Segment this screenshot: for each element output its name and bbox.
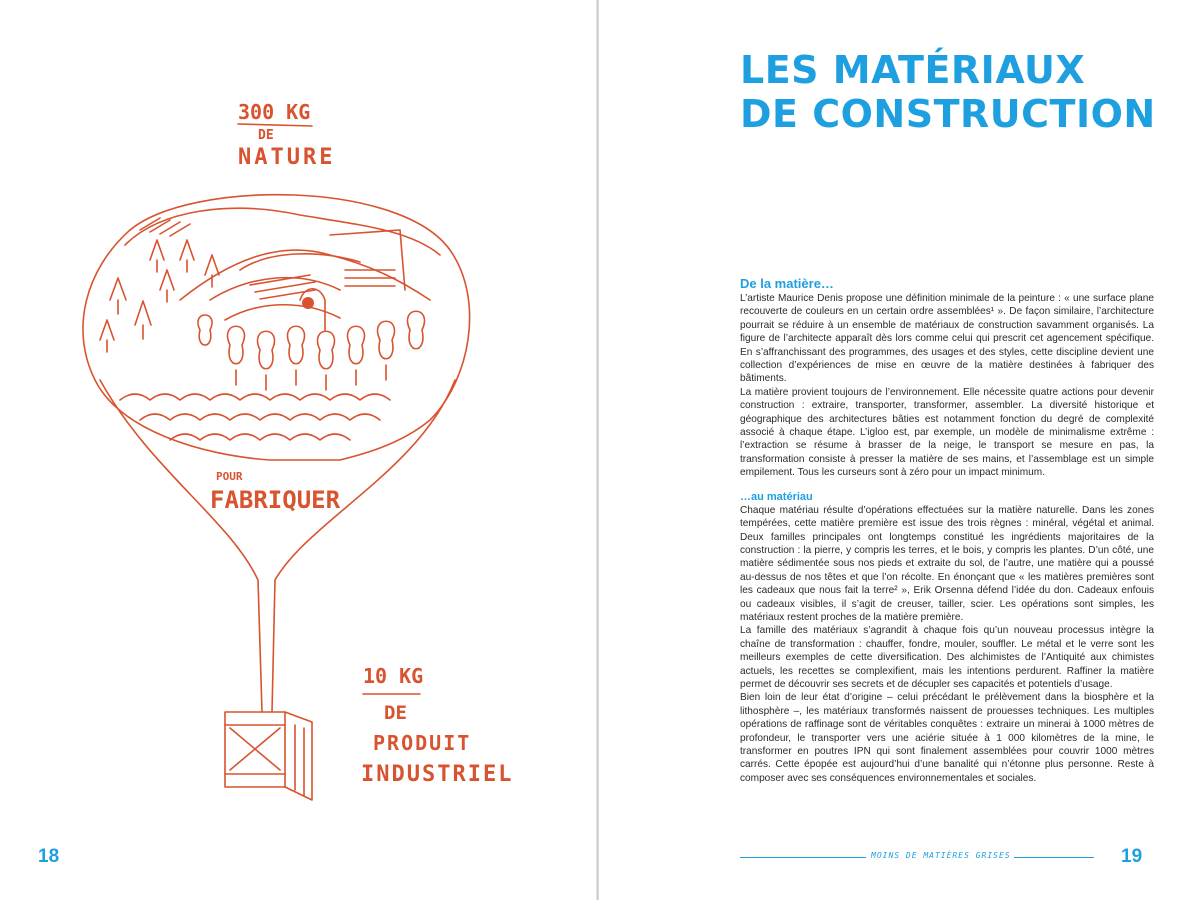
paragraph: La matière provient toujours de l’environnement. Elle nécessite quatre actions pour devenir construction : extraire, transporter, transformer, assembler. La diversité historique et géographique des architectures bâties est notamment fonction du degré de complexité associé à chaque étape. L’igloo est, par exemple, un modèle de minimalisme extrême : l’extraction se résume à brasser de la neige, le transport se mesure en pas, la transformation consiste à presser la matière de ses mains, et l’assemblage est un simple empilement. Tous les curseurs sont à zéro pour un impact minimum. — [740, 386, 1154, 479]
chapter-title-line1: LES MATÉRIAUX — [740, 48, 1086, 92]
label-nature: NATURE — [238, 145, 336, 170]
footer-rule-right — [1014, 857, 1094, 858]
paragraph: Bien loin de leur état d’origine – celui précédant le prélèvement dans la biosphère et la lithosphère –, les matériaux transformés naissent de prouesses techniques. Les multiples opérations de raffinage sont de véritables conquêtes : extraire un minerai à 1000 mètres de profondeur, le transporter vers une aciérie située à 1 000 kilomètres de la mine, le transformer en poutres IPN qui sont finalement assemblées pour couvrir 1000 mètres carrés. Cette épopée est aujourd’hui d’une banalité qui n’étonne plus personne. Reste à composer avec ses conséquences environnementales et sociales. — [740, 692, 1154, 784]
footer-rule-left — [740, 857, 866, 858]
footer-book-title: MOINS DE MATIÈRES GRISES — [871, 851, 1011, 860]
right-page — [599, 0, 1182, 900]
chapter-title — [740, 48, 1170, 136]
section-heading-materiau: …au matériau — [740, 490, 813, 503]
paragraph: Chaque matériau résulte d’opérations effectuées sur la matière naturelle. Dans les zones tempérées, cette matière première est issue des trois règnes : minéral, végétal et animal. Deux familles principales ont longtemps constitué les ingrédients majoritaires de la construction : la pierre, y compris les terres, et le bois, y compris les plantes. D’un côté, une matière sédimentée sous nos pieds et extraite du sol, de l’autre, une matière qui a poussé au-dessus de nos têtes et que l’on récolte. En énonçant que « les matières premières sont les cadeaux que nous fait la terre² », Erik Orsenna défend l’idée du don. Cadeaux enfouis ou cadeaux visibles, il s’agit de creuser, tailler, scier. Les opérations sont simples, les matériaux restent proches de la matière première. — [740, 504, 1154, 623]
page-number-right: 19 — [1121, 846, 1143, 867]
paragraph: La famille des matériaux s’agrandit à chaque fois qu’un nouveau processus intègre la chaîne de transformation : chauffer, fondre, mouler, souffler. Le métal et le verre sont les meilleurs exemples de cette diversification. Des alchimistes de l’Antiquité aux chimistes actuels, les recettes se complexifient, mais les intentions perdurent. Raffiner la matière permet de découvrir ses secrets et de décupler ses capacités et potentiels d’usage. — [740, 625, 1154, 690]
label-de-bottom: DE — [384, 702, 407, 724]
label-fabriquer: FABRIQUER — [210, 486, 341, 514]
article-body — [740, 276, 1154, 785]
label-industriel: INDUSTRIEL — [361, 762, 514, 787]
chapter-title-line2: DE CONSTRUCTION — [740, 92, 1156, 136]
paragraph: L’artiste Maurice Denis propose une définition minimale de la peinture : « une surface plane recouverte de couleurs en un certain ordre assemblées¹ ». De façon similaire, l’architecture pourrait se réduire à un ensemble de matériaux de construction savamment organisés. La figure de l’architecte apparaît dès lors comme celui qui prescrit cet agencement spécifique. En s’affranchissant des programmes, des usages et des styles, cette discipline devient une collection d’expériences de mise en œuvre de la matière destinées à fabriquer des bâtiments. — [740, 293, 1154, 385]
page-number-left: 18 — [38, 846, 60, 867]
label-pour: POUR — [216, 470, 243, 483]
section-heading-matiere: De la matière… — [740, 276, 834, 291]
label-10kg: 10 KG — [363, 664, 424, 688]
label-produit: PRODUIT — [373, 731, 472, 755]
label-300kg: 300 KG — [238, 100, 311, 124]
label-de-top: DE — [258, 128, 274, 143]
